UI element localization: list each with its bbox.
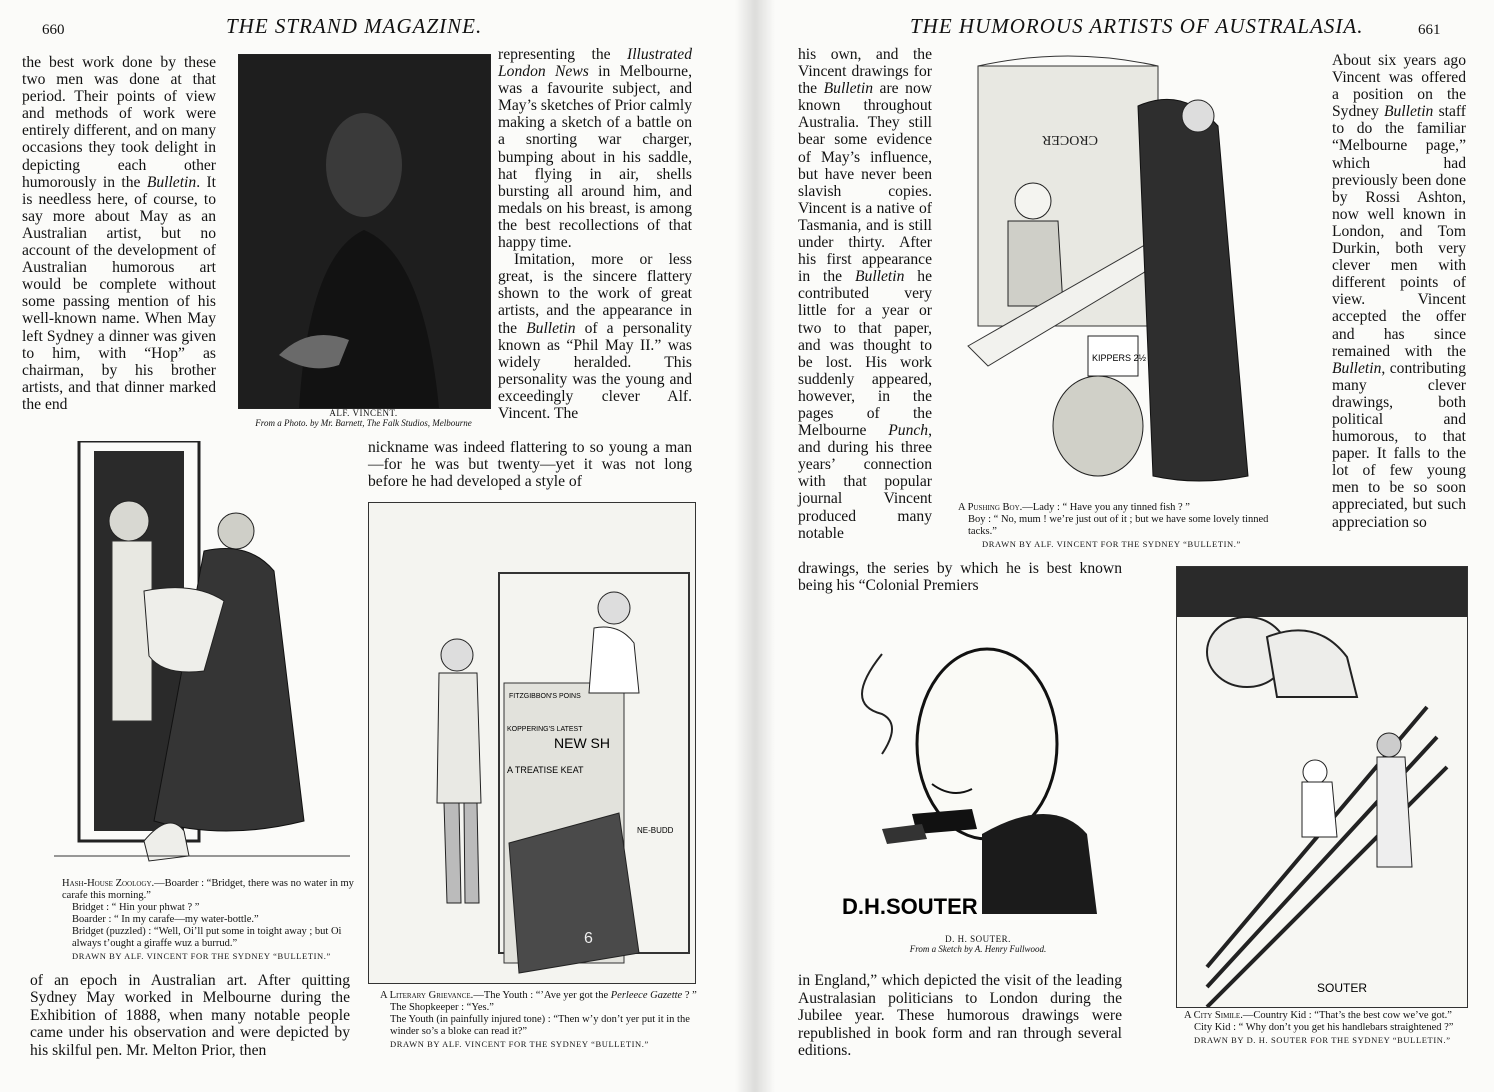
souter-caption-name: D. H. SOUTER.: [945, 934, 1011, 944]
souter-caption-credit: From a Sketch by A. Henry Fullwood.: [909, 944, 1047, 954]
sign-kippers: KIPPERS 2½: [1092, 353, 1147, 363]
right-running-head: THE HUMOROUS ARTISTS OF AUSTRALASIA.: [910, 14, 1364, 38]
cap1-title: Hash-House Zoology.: [62, 878, 155, 889]
sign-treatise: A TREATISE KEAT: [507, 765, 584, 775]
left-running-head: THE STRAND MAGAZINE.: [226, 14, 483, 38]
photo-caption-name: ALF. VINCENT.: [329, 408, 398, 418]
cap2-credit: DRAWN BY ALF. VINCENT FOR THE SYDNEY “BULLETIN.”: [390, 1039, 649, 1049]
sign-6: 6: [584, 930, 593, 947]
city-simile-illustration: [1176, 566, 1468, 1008]
souter-portrait-sketch: [822, 614, 1118, 934]
photo-caption-credit: From a Photo. by Mr. Barnett, The Falk Studios, Melbourne: [255, 418, 472, 428]
left-column-1: the best work done by these two men was done at that period. Their points of view and methods of work were entirely different, and on many occasions they took delight in depicting each other humorously in the Bulletin. It is needless here, of course, to say more about May as an Australian artist, but no account of the development of Australian humorous art would be complete without some passing mention of his well-known name. When May left Sydney a dinner was given to him, with “Hop” as chairman, by his brother artists, and that dinner marked the end: [22, 54, 216, 413]
sign-fitzgibbon: FITZGIBBON'S POINS: [509, 693, 581, 700]
alf-vincent-photo: [238, 54, 491, 409]
cap1-credit: DRAWN BY ALF. VINCENT FOR THE SYDNEY “BULLETIN.”: [72, 951, 331, 961]
right-column-1: his own, and the Vincent drawings for the Bulletin are now known throughout Australia. They still bear some evidence of May’s influence, but have never been slavish copies. Vincent is a native of Tasmania, and is still under thirty. After his first appearance in the Bulletin he contributed very little for a year or two to that paper, and was thought to be lost. His work suddenly appeared, however, in the pages of the Melbourne Punch, and during his three years’ connection with that popular journal Vincent produced many notable: [798, 46, 933, 542]
cap4-title: A City Simile.: [1184, 1010, 1243, 1021]
sign-koppering: KOPPERING'S LATEST: [507, 726, 583, 733]
right-wide-text: drawings, the series by which he is best known being his “Colonial Premiers: [798, 560, 1122, 595]
cap3-title: A Pushing Boy.: [958, 502, 1023, 513]
left-wide-text: nickname was indeed flattering to so young a man—for he was but twenty—yet it was not long before he had developed a style of: [368, 439, 692, 491]
city-simile-caption: A City Simile.—Country Kid : “That’s the best cow we’ve got.” City Kid : “ Why don’t you get his handlebars straightened ?” DRAWN BY D. H. SOUTER FOR THE SYDNEY “BULLETIN.”: [1184, 1010, 1484, 1046]
sign-new: NEW SH: [554, 735, 610, 751]
pushing-boy-caption: A Pushing Boy.—Lady : “ Have you any tinned fish ? ” Boy : “ No, mum ! we’re just out of it ; but we have some lovely tinned tacks.” DRAWN BY ALF. VINCENT FOR THE SYDNEY “BULLETIN.”: [958, 502, 1298, 550]
right-column-3: About six years ago Vincent was offered a position on the Sydney Bulletin staff to do the familiar “Melbourne page,” which had previously been done by Rossi Ashton, now well known in London, and Tom Durkin, both very clever men with different points of view. Vincent accepted the offer and has since remained with the Bulletin, contributing many clever drawings, both political and humorous, to that paper. It falls to the lot of few young men to be so soon appreciated, but such appreciation so: [1332, 52, 1466, 531]
souter-signature: D.H.SOUTER: [842, 894, 978, 919]
sign-ne-budd: NE-BUDD: [637, 826, 674, 835]
right-bottom-text: in England,” which depicted the visit of the leading Australasian politicians to London during the Jubilee year. These humorous drawings were republished in book form and ran through several editions.: [798, 972, 1122, 1060]
right-page-number: 661: [1418, 22, 1441, 38]
hash-house-zoology-illustration: [54, 441, 350, 873]
left-page-number: 660: [42, 22, 65, 38]
left-bottom-text: of an epoch in Australian art. After quitting Sydney May worked in Melbourne during the Exhibition of 1888, when many notable people came under his observation and were depicted by his skilful pen. Mr. Melton Prior, then: [30, 972, 350, 1059]
sign-crocer: CROCER: [1041, 132, 1098, 147]
souter-caption: [878, 934, 1078, 954]
left-column-3: representing the Illustrated London News in Melbourne, was a favourite subject, and May’s sketches of Prior calmly making a sketch of a battle on a snorting war charger, bumping about in his saddle, hat flying in air, shells bursting all around him, and medals on his breast, is among the best recollections of that happy time. Imitation, more or less great, is the sincere flattery shown to the work of great artists, and the appearance in the Bulletin of a personality known as “Phil May II.” was widely heralded. This personality was the young and exceedingly clever Alf. Vincent. The: [498, 46, 693, 422]
cap2-title: A Literary Grievance.: [380, 990, 474, 1001]
cap4-credit: DRAWN BY D. H. SOUTER FOR THE SYDNEY “BULLETIN.”: [1194, 1035, 1451, 1045]
hash-house-zoology-caption: Hash-House Zoology.—Boarder : “Bridget, there was no water in my carafe this morning.” Bridget : “ Hin your phwat ? ” Boarder : “ In my carafe—my water-bottle.” Bridget (puzzled) : “Well, Oi’ll put some in toight away ; but Oi always t’ought a giraffe wuz a burrud.” DRAWN BY ALF. VINCENT FOR THE SYDNEY “BULLETIN.”: [62, 878, 356, 962]
literary-grievance-caption: A Literary Grievance.—The Youth : “’Ave yer got the Perleece Gazette ? ” The Shopkeeper : “Yes.” The Youth (in painfully injured tone) : “Then w’y don’t yer put it in the winder so’s a bloke can read it?” DRAWN BY ALF. VINCENT FOR THE SYDNEY “BULLETIN.”: [380, 990, 700, 1050]
souter-signature-2: SOUTER: [1317, 981, 1368, 995]
literary-grievance-illustration: [368, 502, 696, 984]
cap3-credit: DRAWN BY ALF. VINCENT FOR THE SYDNEY “BULLETIN.”: [982, 539, 1241, 549]
alf-vincent-photo-caption: [238, 408, 489, 428]
page-gutter: [735, 0, 775, 1092]
pushing-boy-illustration: [948, 46, 1262, 492]
